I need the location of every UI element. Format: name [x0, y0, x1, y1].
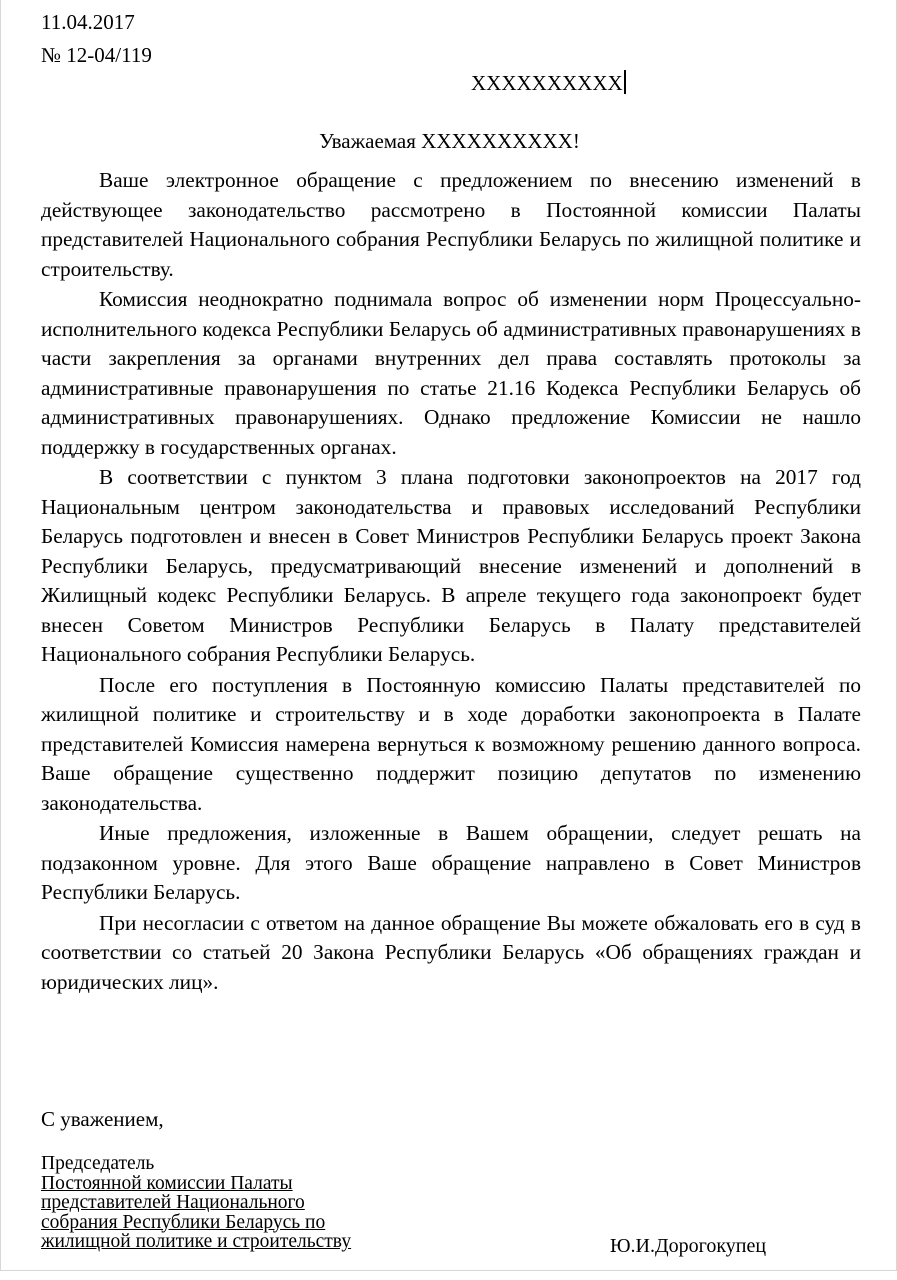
paragraph: При несогласии с ответом на данное обращение Вы можете обжаловать его в суд в соответствии со статьей 20 Закона Республики Беларусь «Об обращениях граждан и юридических лиц». [41, 910, 861, 994]
signer-block [41, 1154, 351, 1252]
paragraph: Иные предложения, изложенные в Вашем обращении, следует решать на подзаконном уровне. Для этого Ваше обращение направлено в Совет Министров Республики Беларусь. [41, 821, 861, 904]
signer-line: Председатель [41, 1153, 155, 1174]
signer-line: Постоянной комиссии Палаты [41, 1172, 293, 1194]
paragraph: Ваше электронное обращение с предложением по внесению изменений в действующее законодательство рассмотрено в Постоянной комиссии Палаты представителей Национального собрания Республики Беларусь по жилищной политике и строительству. [41, 168, 861, 281]
signer-line: жилищной политике и строительству [41, 1231, 352, 1252]
text-cursor [624, 70, 626, 94]
letter-body [41, 166, 861, 998]
closing: С уважением, [41, 1107, 164, 1131]
greeting: Уважаемая XXXXXXXXXX! [319, 129, 580, 153]
signer-line: собрания Республики Беларусь по [41, 1211, 326, 1233]
paragraph: После его поступления в Постоянную комиссию Палаты представителей по жилищной политике и строительству и в ходе доработки законопроекта в Палате представителей Комиссия намерена вернуться к возможному решению данного вопроса. Ваше обращение существенно поддержит позицию депутатов по изменению законодательства. [41, 672, 861, 815]
paragraph: В соответствии с пунктом 3 плана подготовки законопроектов на 2017 год Национальным центром законодательства и правовых исследований Республики Беларусь подготовлен и внесен в Совет Министров Республики Беларусь проект Закона Республики Беларусь, предусматривающий внесение изменений и дополнений в Жилищный кодекс Республики Беларусь. В апреле текущего года законопроект будет внесен Советом Министров Республики Беларусь в Палату представителей Национального собрания Республики Беларусь. [41, 465, 861, 666]
recipient-name: XXXXXXXXXX [471, 71, 623, 95]
paragraph: Комиссия неоднократно поднимала вопрос об изменении норм Процессуально-исполнительного кодекса Республики Беларусь об административных правонарушениях в части закрепления за органами внутренних дел права составлять протоколы за административные правонарушения по статье 21.16 Кодекса Республики Беларусь об административных правонарушениях. Однако предложение Комиссии не нашло поддержку в государственных органах. [41, 287, 861, 459]
signature-name: Ю.И.Дорогокупец [610, 1235, 767, 1257]
letter-number: № 12-04/119 [41, 43, 152, 67]
signer-line: представителей Национального [41, 1192, 305, 1213]
recipient [471, 70, 626, 96]
letter-date: 11.04.2017 [41, 10, 135, 34]
